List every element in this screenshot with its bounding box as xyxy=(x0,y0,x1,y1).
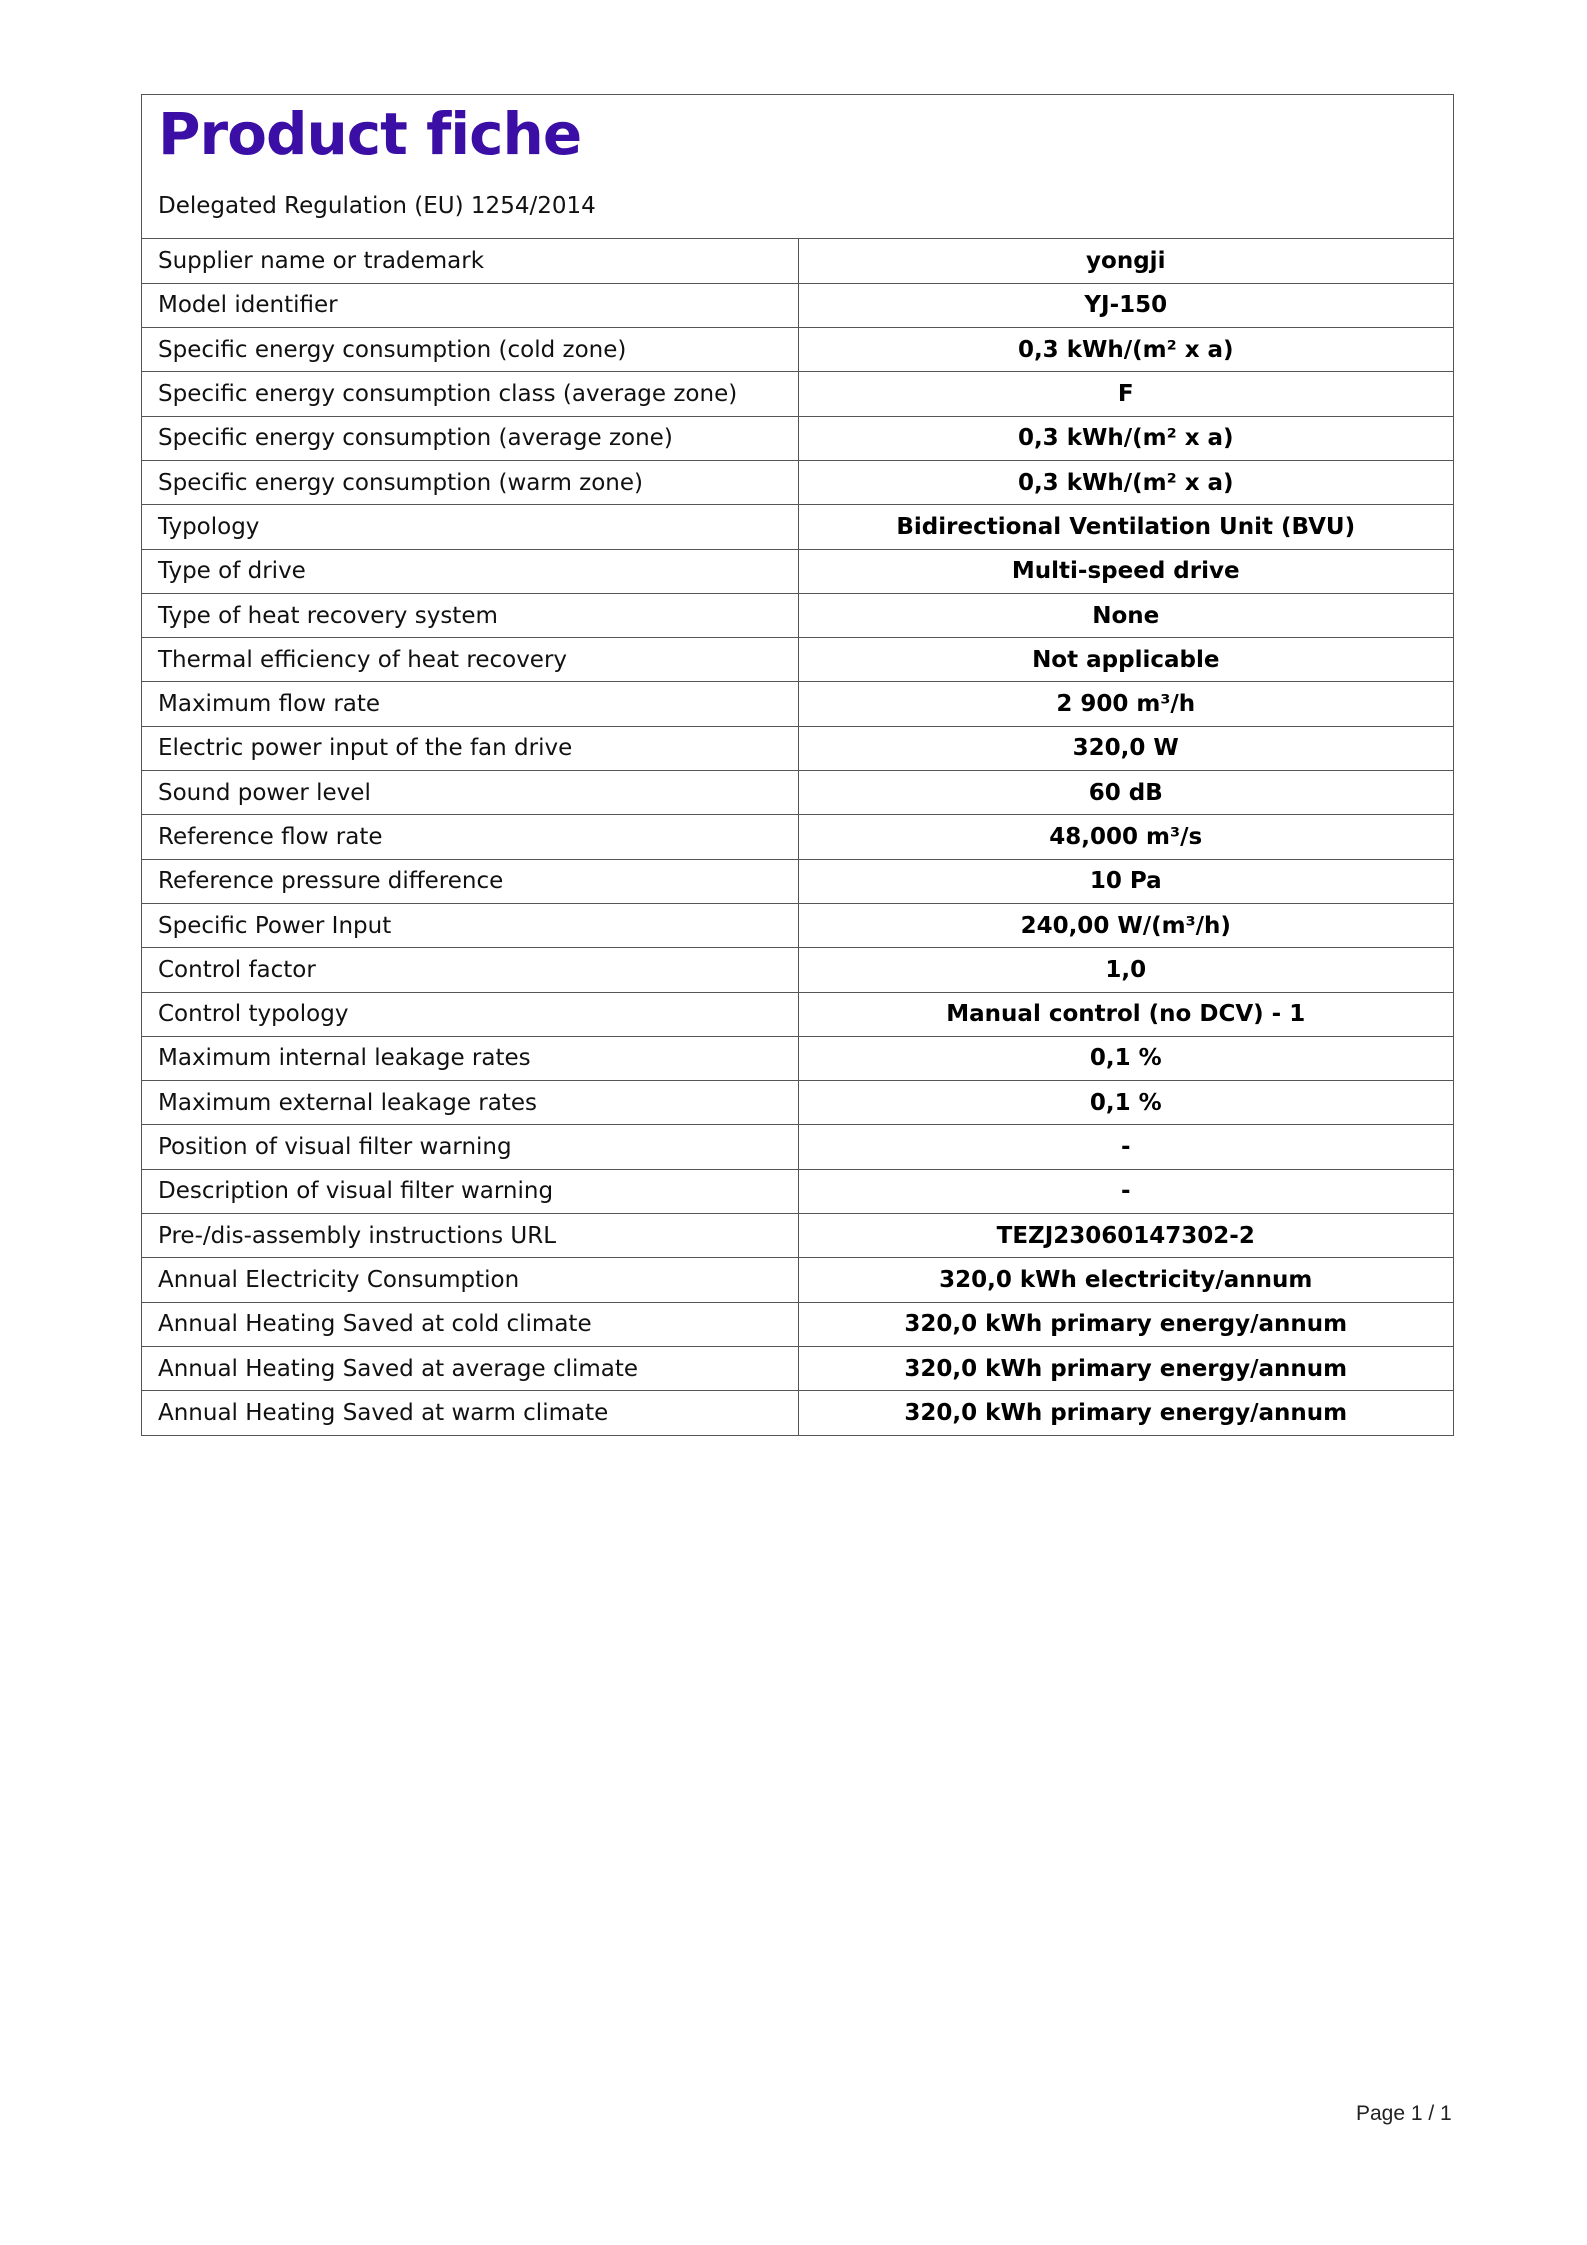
table-row xyxy=(142,1346,1453,1390)
row-label: Specific energy consumption (warm zone) xyxy=(142,460,798,504)
table-row xyxy=(142,1302,1453,1346)
row-label: Pre-/dis-assembly instructions URL xyxy=(142,1214,798,1258)
table-row xyxy=(142,1391,1453,1435)
row-value: Multi-speed drive xyxy=(798,549,1453,593)
row-label: Type of drive xyxy=(142,549,798,593)
row-label: Annual Heating Saved at warm climate xyxy=(142,1391,798,1435)
row-label: Reference flow rate xyxy=(142,815,798,859)
table-row xyxy=(142,328,1453,372)
table-row xyxy=(142,1169,1453,1213)
row-label: Annual Electricity Consumption xyxy=(142,1258,798,1302)
row-label: Maximum flow rate xyxy=(142,682,798,726)
row-value: 0,3 kWh/(m² x a) xyxy=(798,460,1453,504)
row-label: Specific energy consumption (average zone) xyxy=(142,416,798,460)
table-row xyxy=(142,505,1453,549)
row-value: 1,0 xyxy=(798,948,1453,992)
table-row xyxy=(142,948,1453,992)
row-label: Sound power level xyxy=(142,771,798,815)
row-value: Manual control (no DCV) - 1 xyxy=(798,992,1453,1036)
row-label: Annual Heating Saved at average climate xyxy=(142,1346,798,1390)
row-value: 320,0 kWh primary energy/annum xyxy=(798,1302,1453,1346)
row-label: Thermal efficiency of heat recovery xyxy=(142,638,798,682)
row-label: Type of heat recovery system xyxy=(142,593,798,637)
row-label: Description of visual filter warning xyxy=(142,1169,798,1213)
page-title: Product fiche xyxy=(158,100,582,168)
row-value: 320,0 kWh primary energy/annum xyxy=(798,1346,1453,1390)
row-label: Specific energy consumption (cold zone) xyxy=(142,328,798,372)
product-fiche-sheet xyxy=(141,94,1454,1436)
row-label: Maximum external leakage rates xyxy=(142,1081,798,1125)
table-row xyxy=(142,726,1453,770)
row-label: Annual Heating Saved at cold climate xyxy=(142,1302,798,1346)
table-row xyxy=(142,283,1453,327)
table-row xyxy=(142,416,1453,460)
row-value: 48,000 m³/s xyxy=(798,815,1453,859)
row-label: Maximum internal leakage rates xyxy=(142,1036,798,1080)
row-value: Not applicable xyxy=(798,638,1453,682)
row-value: 0,3 kWh/(m² x a) xyxy=(798,328,1453,372)
row-label: Specific energy consumption class (average zone) xyxy=(142,372,798,416)
row-value: 0,1 % xyxy=(798,1036,1453,1080)
table-row xyxy=(142,1036,1453,1080)
row-label: Typology xyxy=(142,505,798,549)
row-label: Control typology xyxy=(142,992,798,1036)
table-row xyxy=(142,815,1453,859)
table-row xyxy=(142,1258,1453,1302)
table-row xyxy=(142,903,1453,947)
row-value: 240,00 W/(m³/h) xyxy=(798,903,1453,947)
row-value: YJ-150 xyxy=(798,283,1453,327)
row-value: - xyxy=(798,1169,1453,1213)
row-label: Electric power input of the fan drive xyxy=(142,726,798,770)
row-value: yongji xyxy=(1086,247,1166,274)
row-value: 320,0 kWh primary energy/annum xyxy=(798,1391,1453,1435)
row-value: 60 dB xyxy=(798,771,1453,815)
row-label: Supplier name or trademark xyxy=(142,239,798,283)
table-row xyxy=(142,1125,1453,1169)
row-label: Model identifier xyxy=(142,283,798,327)
row-label: Specific Power Input xyxy=(142,903,798,947)
table-row xyxy=(142,682,1453,726)
table-row xyxy=(142,460,1453,504)
row-value: Bidirectional Ventilation Unit (BVU) xyxy=(798,505,1453,549)
row-value: 0,3 kWh/(m² x a) xyxy=(798,416,1453,460)
regulation-subtitle: Delegated Regulation (EU) 1254/2014 xyxy=(158,193,596,219)
row-value: - xyxy=(798,1125,1453,1169)
row-label: Reference pressure difference xyxy=(142,859,798,903)
table-row xyxy=(142,859,1453,903)
row-label: Control factor xyxy=(142,948,798,992)
row-value: 2 900 m³/h xyxy=(798,682,1453,726)
table-row xyxy=(142,593,1453,637)
table-row xyxy=(142,992,1453,1036)
fiche-table xyxy=(142,239,1453,1435)
row-value: F xyxy=(798,372,1453,416)
table-row xyxy=(142,239,1453,283)
row-value: 320,0 W xyxy=(798,726,1453,770)
row-value: None xyxy=(798,593,1453,637)
table-row xyxy=(142,771,1453,815)
fiche-table-body xyxy=(142,239,1453,1435)
table-row xyxy=(142,549,1453,593)
row-value: 0,1 % xyxy=(798,1081,1453,1125)
page-number: Page 1 / 1 xyxy=(1356,2102,1452,2125)
row-value: 320,0 kWh electricity/annum xyxy=(798,1258,1453,1302)
table-row xyxy=(142,1081,1453,1125)
row-value: 10 Pa xyxy=(798,859,1453,903)
table-row xyxy=(142,372,1453,416)
fiche-header xyxy=(142,95,1453,239)
table-row xyxy=(142,1214,1453,1258)
table-row xyxy=(142,638,1453,682)
row-value: TEZJ23060147302-2 xyxy=(798,1214,1453,1258)
row-label: Position of visual filter warning xyxy=(142,1125,798,1169)
